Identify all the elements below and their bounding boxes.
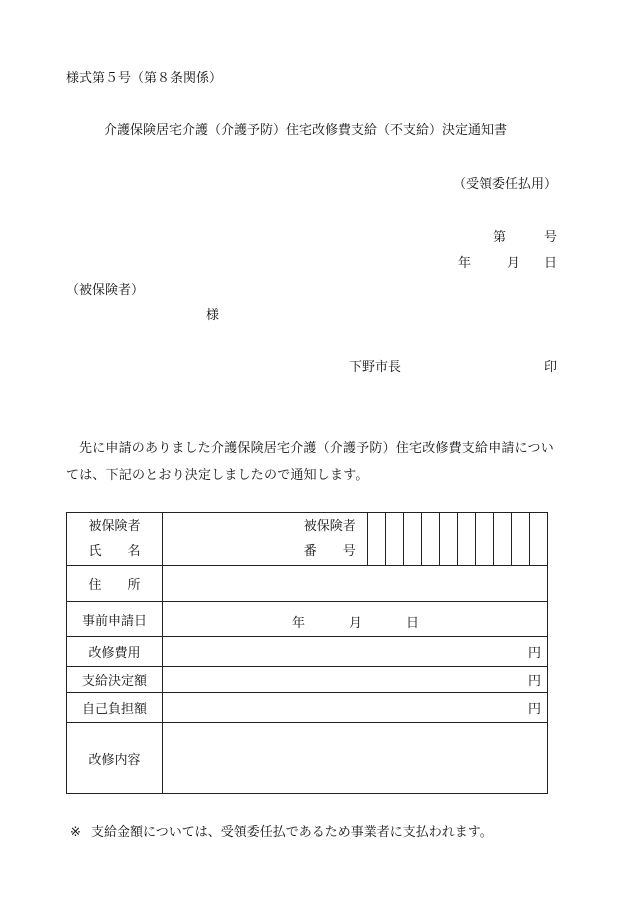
insured-number-digit-3[interactable] (404, 513, 422, 566)
footnote-mark: ※ (70, 825, 81, 840)
insured-number-digit-7[interactable] (476, 513, 494, 566)
insured-number-label-line1: 被保険者 (303, 519, 356, 534)
prior-date-year: 年 (292, 616, 306, 631)
insured-name-label-line2: 氏 名 (88, 544, 141, 559)
sender-name: 下野市長 (349, 360, 402, 375)
renovation-details-field[interactable] (163, 723, 548, 794)
seal-mark: 印 (543, 360, 557, 375)
renovation-cost-field[interactable]: 円 (163, 637, 548, 667)
table-row (67, 513, 548, 566)
insured-number-digit-8[interactable] (494, 513, 512, 566)
insured-number-digit-2[interactable] (386, 513, 404, 566)
notice-date-month: 月 (506, 256, 520, 271)
prior-application-date-field[interactable] (163, 602, 548, 637)
insured-number-digit-1[interactable] (368, 513, 386, 566)
renovation-details-label: 改修内容 (67, 723, 163, 794)
prior-date-day: 日 (406, 616, 420, 631)
insured-number-digit-5[interactable] (440, 513, 458, 566)
table-row (67, 637, 548, 667)
usage-note: （受領委任払用） (452, 177, 557, 192)
self-pay-amount-field[interactable]: 円 (163, 693, 548, 723)
payment-amount-label: 支給決定額 (67, 667, 163, 693)
document-title: 介護保険居宅介護（介護予防）住宅改修費支給（不支給）決定通知書 (104, 123, 508, 138)
insured-number-digit-9[interactable] (512, 513, 530, 566)
recipient-honorific: 様 (206, 308, 220, 323)
self-pay-amount-label: 自己負担額 (67, 693, 163, 723)
insured-name-field[interactable] (163, 513, 293, 566)
footnote (70, 826, 493, 839)
table-row (67, 566, 548, 602)
footnote-text: 支給金額については、受領委任払であるため事業者に支払われます。 (91, 825, 493, 840)
table-row (67, 602, 548, 637)
notice-date-year: 年 (457, 256, 471, 271)
address-label: 住 所 (67, 566, 163, 602)
insured-number-label (293, 513, 368, 566)
insured-name-label (67, 513, 163, 566)
form-label: 様式第５号（第８条関係） (66, 71, 223, 86)
insured-number-label-line2: 番 号 (303, 544, 356, 559)
body-text: 先に申請のありました介護保険居宅介護（介護予防）住宅改修費支給申請については、下記のとおり決定しましたので通知します。 (66, 441, 554, 483)
recipient-caption: （被保険者） (66, 283, 145, 298)
decision-table (66, 512, 548, 794)
payment-amount-field[interactable]: 円 (163, 667, 548, 693)
notice-date (458, 257, 557, 270)
prior-application-date-label: 事前申請日 (67, 602, 163, 637)
insured-number-digit-10[interactable] (530, 513, 548, 566)
table-row (67, 667, 548, 693)
table-row (67, 693, 548, 723)
renovation-cost-label: 改修費用 (67, 637, 163, 667)
table-row (67, 723, 548, 794)
insured-number-digit-4[interactable] (422, 513, 440, 566)
notice-date-day: 日 (543, 256, 557, 271)
prior-date-month: 月 (349, 616, 363, 631)
notice-number-suffix: 号 (543, 230, 557, 245)
notice-number-prefix: 第 (492, 230, 506, 245)
insured-name-label-line1: 被保険者 (88, 519, 141, 534)
notice-number (493, 231, 557, 244)
insured-number-digit-6[interactable] (458, 513, 476, 566)
address-field[interactable] (163, 566, 548, 602)
